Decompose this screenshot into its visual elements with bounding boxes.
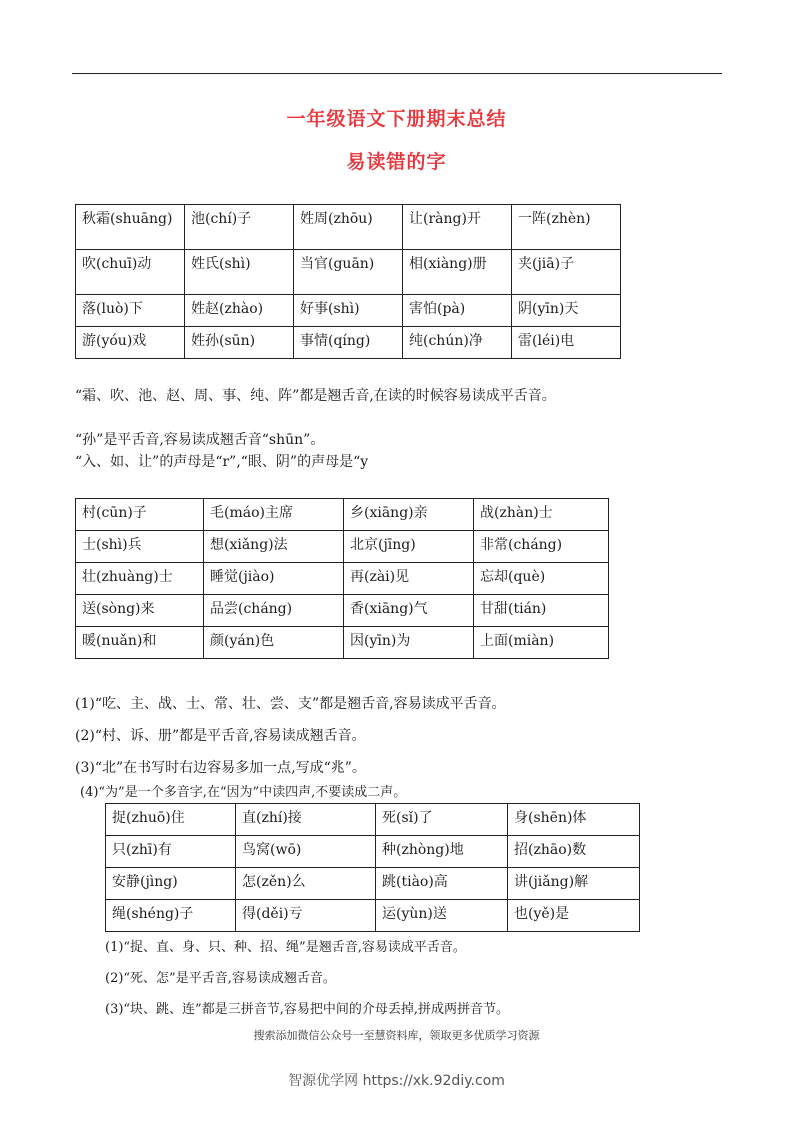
- table-cell: 也(yě)是: [508, 900, 640, 932]
- header-rule: [72, 73, 722, 74]
- note-paragraph: “入、如、让”的声母是“r”,“眼、阴”的声母是“y: [75, 454, 369, 470]
- note-paragraph: (3)“块、跳、连”都是三拼音节,容易把中间的介母丢掉,拼成两拼音节。: [105, 1002, 509, 1017]
- table-cell: 想(xiǎng)法: [204, 531, 344, 563]
- table-cell: 乡(xiāng)亲: [344, 499, 474, 531]
- table-cell: 害怕(pà): [403, 295, 512, 327]
- table-cell: 姓赵(zhào): [185, 295, 294, 327]
- table-cell: 夹(jiā)子: [512, 250, 621, 295]
- table-cell: 秋霜(shuāng): [76, 205, 185, 250]
- table-cell: 身(shēn)体: [508, 804, 640, 836]
- table-cell: 种(zhòng)地: [376, 836, 508, 868]
- table-cell: 得(děi)亏: [236, 900, 376, 932]
- note-paragraph: (1)“吃、主、战、士、常、壮、尝、支”都是翘舌音,容易读成平舌音。: [75, 696, 506, 712]
- table-cell: 直(zhí)接: [236, 804, 376, 836]
- table-cell: 阴(yīn)天: [512, 295, 621, 327]
- table-cell: 壮(zhuàng)士: [76, 563, 204, 595]
- table-cell: 非常(cháng): [474, 531, 609, 563]
- table-cell: 毛(máo)主席: [204, 499, 344, 531]
- table-cell: 安静(jìng): [106, 868, 236, 900]
- note-paragraph: “孙”是平舌音,容易读成翘舌音“shūn”。: [75, 432, 325, 448]
- note-paragraph: (4)“为”是一个多音字,在“因为”中读四声,不要读成二声。: [80, 785, 407, 800]
- note-paragraph: (1)“捉、直、身、只、种、招、绳”是翘舌音,容易读成平舌音。: [105, 940, 466, 955]
- table-cell: 品尝(cháng): [204, 595, 344, 627]
- table-cell: 相(xiàng)册: [403, 250, 512, 295]
- watermark-link[interactable]: 智源优学网 https://xk.92diy.com: [288, 1073, 505, 1089]
- table-cell: 当官(guān): [294, 250, 403, 295]
- table-cell: 捉(zhuō)住: [106, 804, 236, 836]
- table-cell: 怎(zěn)么: [236, 868, 376, 900]
- note-paragraph: (2)“村、诉、册”都是平舌音,容易读成翘舌音。: [75, 728, 366, 744]
- footer-note: 搜索添加微信公众号一至慧资料库，领取更多优质学习资源: [253, 1029, 540, 1042]
- word-table-1: [75, 204, 621, 359]
- table-cell: 吹(chuī)动: [76, 250, 185, 295]
- note-paragraph: (2)“死、怎”是平舌音,容易读成翘舌音。: [105, 971, 336, 986]
- table-cell: 村(cūn)子: [76, 499, 204, 531]
- table-cell: 甘甜(tián): [474, 595, 609, 627]
- table-cell: 只(zhī)有: [106, 836, 236, 868]
- table-cell: 死(sǐ)了: [376, 804, 508, 836]
- table-cell: 上面(miàn): [474, 627, 609, 659]
- table-cell: 落(luò)下: [76, 295, 185, 327]
- table-cell: 纯(chún)净: [403, 327, 512, 359]
- table-cell: 让(ràng)开: [403, 205, 512, 250]
- table-cell: 运(yùn)送: [376, 900, 508, 932]
- table-cell: 送(sòng)来: [76, 595, 204, 627]
- note-paragraph: (3)“北”在书写时右边容易多加一点,写成“兆”。: [75, 760, 366, 776]
- page-title: 一年级语文下册期末总结: [286, 108, 507, 130]
- table-cell: 士(shì)兵: [76, 531, 204, 563]
- page-subtitle: 易读错的字: [346, 151, 447, 173]
- table-cell: 鸟窝(wō): [236, 836, 376, 868]
- table-cell: 绳(shéng)子: [106, 900, 236, 932]
- table-cell: 姓孙(sūn): [185, 327, 294, 359]
- table-cell: 招(zhāo)数: [508, 836, 640, 868]
- table-cell: 因(yīn)为: [344, 627, 474, 659]
- note-paragraph: “霜、吹、池、赵、周、事、纯、阵”都是翘舌音,在读的时候容易读成平舌音。: [75, 388, 556, 404]
- table-cell: 颜(yán)色: [204, 627, 344, 659]
- table-cell: 讲(jiǎng)解: [508, 868, 640, 900]
- table-cell: 北京(jīng): [344, 531, 474, 563]
- word-table-3: [105, 803, 640, 932]
- table-cell: 暖(nuǎn)和: [76, 627, 204, 659]
- table-cell: 事情(qíng): [294, 327, 403, 359]
- word-table-2: [75, 498, 609, 659]
- table-cell: 姓周(zhōu): [294, 205, 403, 250]
- table-cell: 香(xiāng)气: [344, 595, 474, 627]
- table-cell: 游(yóu)戏: [76, 327, 185, 359]
- table-cell: 忘却(què): [474, 563, 609, 595]
- table-cell: 一阵(zhèn): [512, 205, 621, 250]
- table-cell: 池(chí)子: [185, 205, 294, 250]
- table-cell: 睡觉(jiào): [204, 563, 344, 595]
- table-cell: 雷(léi)电: [512, 327, 621, 359]
- table-cell: 姓氏(shì): [185, 250, 294, 295]
- table-cell: 再(zài)见: [344, 563, 474, 595]
- table-cell: 跳(tiào)高: [376, 868, 508, 900]
- table-cell: 战(zhàn)士: [474, 499, 609, 531]
- table-cell: 好事(shì): [294, 295, 403, 327]
